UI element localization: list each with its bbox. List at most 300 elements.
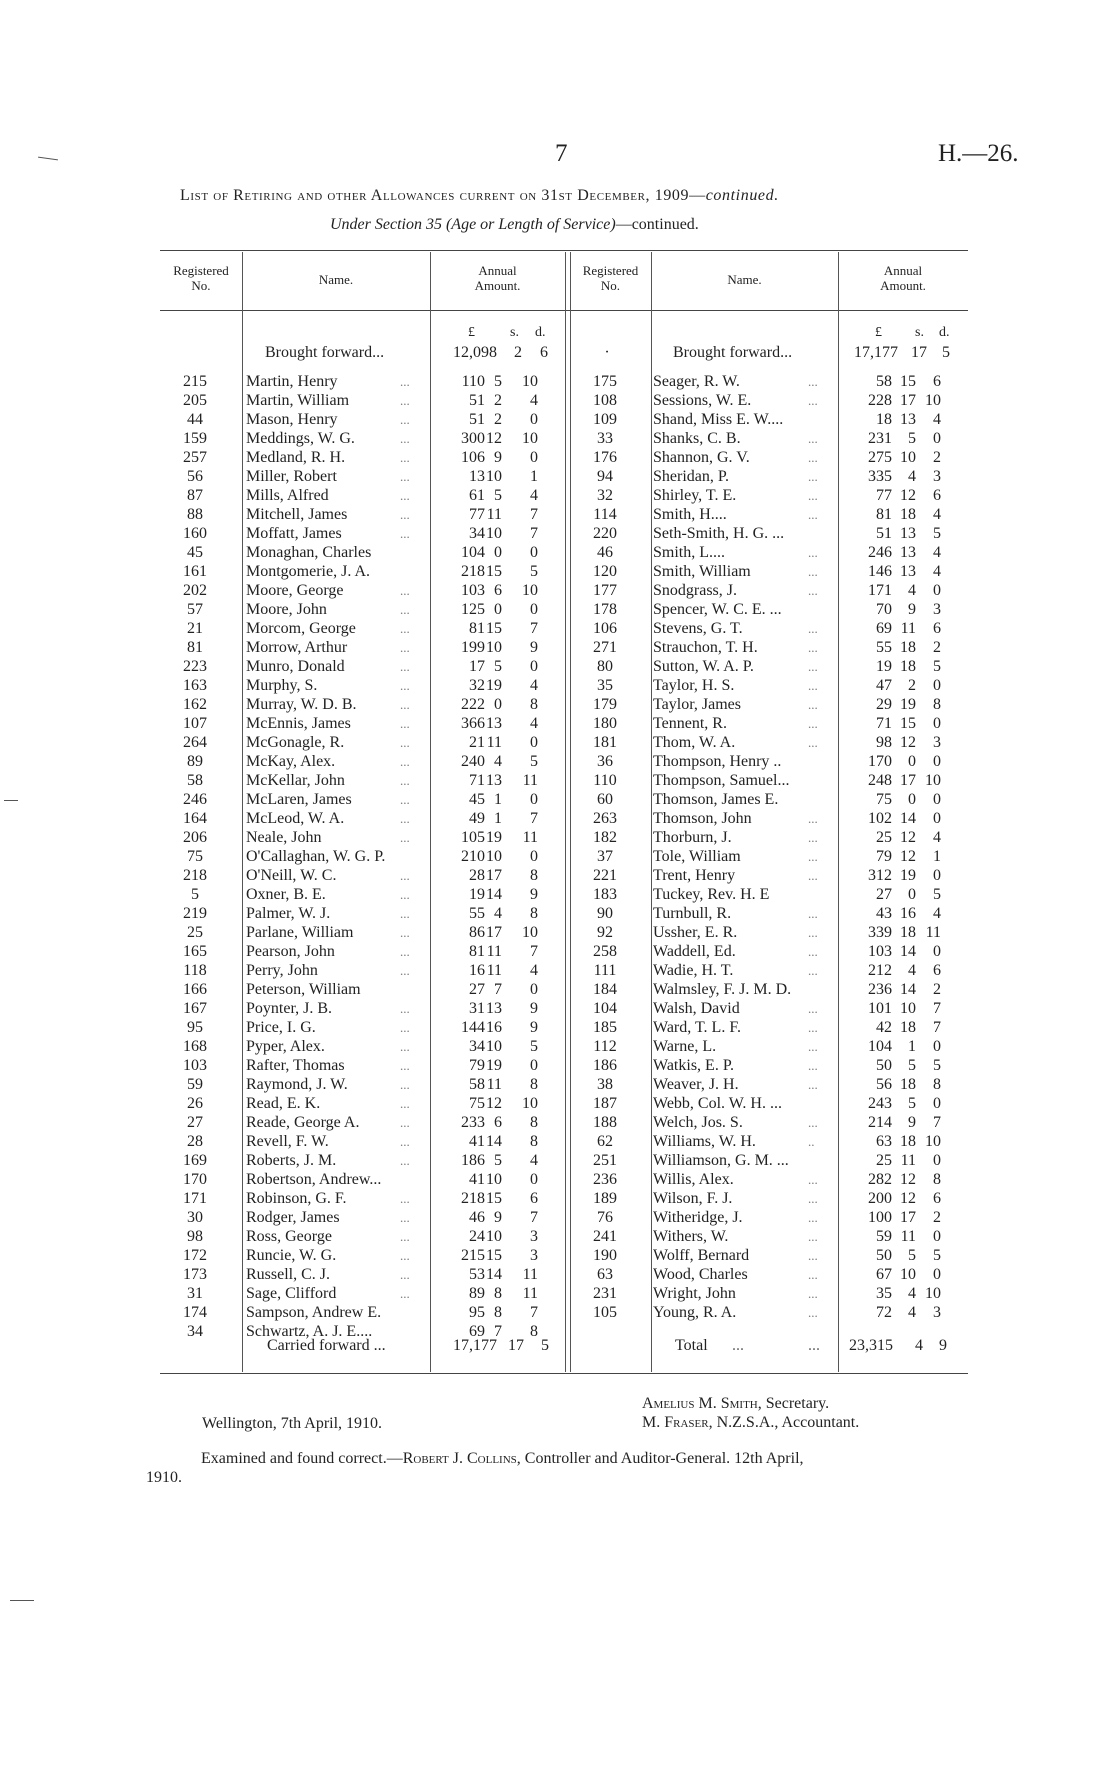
- amount-shillings: 4: [908, 1304, 916, 1321]
- amount-shillings: 4: [908, 582, 916, 599]
- amount-pounds: 77: [469, 506, 485, 523]
- pensioner-name: Neale, John: [246, 829, 322, 846]
- pensioner-name: Mitchell, James: [246, 506, 348, 523]
- amount-pence: 0: [933, 430, 941, 447]
- unit-pounds: £: [875, 325, 882, 340]
- pensioner-name: Moore, John: [246, 601, 327, 618]
- amount-pounds: 12,098: [453, 344, 497, 361]
- pensioner-name: Martin, William: [246, 392, 350, 409]
- pensioner-name: Roberts, J. M.: [246, 1152, 337, 1169]
- leader-dots: ...: [400, 1020, 410, 1035]
- pensioner-name: Poynter, J. B.: [246, 1000, 333, 1017]
- pensioner-name: Willis, Alex.: [653, 1171, 734, 1188]
- pensioner-name: Rafter, Thomas: [246, 1057, 345, 1074]
- amount-shillings: 1: [494, 810, 502, 827]
- amount-pounds: 71: [469, 772, 485, 789]
- leader-dots: ...: [400, 583, 410, 598]
- registered-number: 26: [187, 1095, 203, 1112]
- registered-number: 163: [183, 677, 207, 694]
- brought-forward-label: Brought forward...: [673, 344, 793, 361]
- amount-pence: 7: [530, 620, 538, 637]
- amount-shillings: 13: [900, 563, 916, 580]
- registered-number: 92: [597, 924, 613, 941]
- amount-pounds: 81: [469, 943, 485, 960]
- registered-number: 160: [183, 525, 207, 542]
- amount-shillings: 4: [494, 753, 502, 770]
- registered-number: 170: [183, 1171, 207, 1188]
- amount-shillings: 9: [494, 1209, 502, 1226]
- amount-shillings: 13: [900, 411, 916, 428]
- amount-pounds: 170: [868, 753, 892, 770]
- leader-dots: ...: [400, 393, 410, 408]
- amount-pence: 7: [933, 1000, 941, 1017]
- amount-pence: 11: [522, 829, 538, 846]
- registered-number: 98: [187, 1228, 203, 1245]
- amount-pence: 8: [530, 905, 538, 922]
- registered-number: 189: [593, 1190, 617, 1207]
- table-row: [0, 1208, 1114, 1227]
- leader-dots: ...: [808, 431, 818, 446]
- leader-dots: ...: [400, 811, 410, 826]
- amount-pounds: 103: [461, 582, 485, 599]
- amount-shillings: 17: [508, 1337, 524, 1354]
- amount-pence: 6: [933, 1190, 941, 1207]
- registered-number: 109: [593, 411, 617, 428]
- leader-dots: ...: [808, 735, 818, 750]
- amount-pence: 1: [530, 468, 538, 485]
- amount-shillings: 19: [486, 1057, 502, 1074]
- registered-number: 28: [187, 1133, 203, 1150]
- amount-shillings: 5: [494, 373, 502, 390]
- amount-shillings: 5: [494, 658, 502, 675]
- registered-number: 168: [183, 1038, 207, 1055]
- table-row: [0, 828, 1114, 847]
- amount-pence: 9: [530, 639, 538, 656]
- amount-pence: 0: [530, 981, 538, 998]
- pensioner-name: Smith, William: [653, 563, 751, 580]
- leader-dots: ...: [400, 488, 410, 503]
- amount-shillings: 11: [900, 1152, 916, 1169]
- table-row: [0, 1189, 1114, 1208]
- amount-pence: 6: [933, 620, 941, 637]
- header-text: No.: [600, 278, 621, 293]
- amount-pounds: 102: [868, 810, 892, 827]
- amount-pence: 6: [933, 373, 941, 390]
- pensioner-name: Robertson, Andrew...: [246, 1171, 382, 1188]
- leader-dots: ...: [400, 925, 410, 940]
- leader-dots: ...: [400, 1191, 410, 1206]
- amount-pounds: 58: [469, 1076, 485, 1093]
- leader-dots: ...: [808, 963, 818, 978]
- amount-pounds: 19: [876, 658, 892, 675]
- registered-number: 81: [187, 639, 203, 656]
- amount-pounds: 236: [868, 981, 892, 998]
- leader-dots: ...: [808, 1286, 818, 1301]
- leader-dots: ...: [400, 1286, 410, 1301]
- amount-shillings: 11: [900, 620, 916, 637]
- amount-pence: 0: [933, 1095, 941, 1112]
- amount-pounds: 35: [876, 1285, 892, 1302]
- registered-number: 186: [593, 1057, 617, 1074]
- amount-shillings: 15: [486, 1247, 502, 1264]
- amount-shillings: 11: [900, 1228, 916, 1245]
- registered-number: ·: [604, 344, 610, 361]
- registered-number: 32: [597, 487, 613, 504]
- amount-shillings: 18: [900, 924, 916, 941]
- leader-dots: ...: [400, 469, 410, 484]
- amount-pounds: 86: [469, 924, 485, 941]
- leader-dots: ...: [400, 602, 410, 617]
- pensioner-name: Peterson, William: [246, 981, 361, 998]
- pensioner-name: Murray, W. D. B.: [246, 696, 357, 713]
- registered-number: 173: [183, 1266, 207, 1283]
- amount-pounds: 13: [469, 468, 485, 485]
- amount-shillings: 9: [908, 601, 916, 618]
- amount-pence: 0: [933, 582, 941, 599]
- amount-pounds: 212: [868, 962, 892, 979]
- amount-pounds: 50: [876, 1247, 892, 1264]
- amount-pence: 5: [530, 1038, 538, 1055]
- table-row: [0, 904, 1114, 923]
- amount-pence: 10: [925, 1133, 941, 1150]
- subtitle-plain: —continued.: [615, 216, 699, 233]
- amount-pence: 5: [530, 753, 538, 770]
- amount-pounds: 214: [868, 1114, 892, 1131]
- registered-number: 263: [593, 810, 617, 827]
- amount-pounds: 144: [461, 1019, 485, 1036]
- pensioner-name: Mills, Alfred: [246, 487, 329, 504]
- amount-shillings: 12: [900, 829, 916, 846]
- pensioner-name: Wilson, F. J.: [653, 1190, 733, 1207]
- amount-shillings: 4: [908, 1285, 916, 1302]
- pensioner-name: Sessions, W. E.: [653, 392, 752, 409]
- pensioner-name: Rodger, James: [246, 1209, 340, 1226]
- amount-pounds: 222: [461, 696, 485, 713]
- amount-pence: 4: [933, 544, 941, 561]
- amount-pence: 3: [530, 1247, 538, 1264]
- registered-number: 35: [597, 677, 613, 694]
- pensioner-name: Watkis, E. P.: [653, 1057, 734, 1074]
- amount-pounds: 25: [876, 829, 892, 846]
- table-row: [0, 562, 1114, 581]
- pensioner-name: Stevens, G. T.: [653, 620, 743, 637]
- amount-shillings: 11: [486, 962, 502, 979]
- registered-number: 167: [183, 1000, 207, 1017]
- amount-pence: 8: [530, 1323, 538, 1340]
- amount-pence: 4: [933, 411, 941, 428]
- header-bottom-rule: [160, 310, 968, 311]
- table-row: [0, 429, 1114, 448]
- amount-shillings: 2: [908, 677, 916, 694]
- amount-pounds: 243: [868, 1095, 892, 1112]
- pensioner-name: Schwartz, A. J. E....: [246, 1323, 373, 1340]
- registered-number: 231: [593, 1285, 617, 1302]
- table-row: [0, 847, 1114, 866]
- leader-dots: ...: [400, 1267, 410, 1282]
- pensioner-name: Miller, Robert: [246, 468, 337, 485]
- registered-number: 185: [593, 1019, 617, 1036]
- registered-number: 110: [593, 772, 617, 789]
- signatory-name: Amelius M. Smith,: [642, 1395, 762, 1412]
- pensioner-name: Trent, Henry: [653, 867, 736, 884]
- amount-pence: 4: [933, 905, 941, 922]
- pensioner-name: Price, I. G.: [246, 1019, 316, 1036]
- amount-shillings: 10: [900, 1000, 916, 1017]
- registered-number: 112: [593, 1038, 617, 1055]
- amount-pence: 0: [933, 810, 941, 827]
- table-row: [0, 467, 1114, 486]
- amount-pounds: 110: [461, 373, 485, 390]
- registered-number: 75: [187, 848, 203, 865]
- amount-pence: 5: [933, 886, 941, 903]
- registered-number: 25: [187, 924, 203, 941]
- amount-pounds: 56: [876, 1076, 892, 1093]
- registered-number: 34: [187, 1323, 203, 1340]
- pensioner-name: Turnbull, R.: [653, 905, 732, 922]
- leader-dots: ...: [400, 507, 410, 522]
- registered-number: 30: [187, 1209, 203, 1226]
- amount-pence: 3: [933, 601, 941, 618]
- brought-forward-label: Brought forward...: [265, 344, 385, 361]
- amount-pounds: 69: [469, 1323, 485, 1340]
- pensioner-name: O'Callaghan, W. G. P.: [246, 848, 386, 865]
- pensioner-name: Thomson, John: [653, 810, 752, 827]
- pensioner-name: Webb, Col. W. H. ...: [653, 1095, 782, 1112]
- amount-pounds: 95: [469, 1304, 485, 1321]
- table-row: [0, 1094, 1114, 1113]
- document-title: [180, 187, 779, 205]
- amount-pounds: 104: [868, 1038, 892, 1055]
- amount-pence: 10: [522, 373, 538, 390]
- registered-number: 183: [593, 886, 617, 903]
- amount-pence: 4: [530, 677, 538, 694]
- table-row: [0, 486, 1114, 505]
- leader-dots: ...: [400, 431, 410, 446]
- amount-pounds: 125: [461, 601, 485, 618]
- pensioner-name: Revell, F. W.: [246, 1133, 329, 1150]
- leader-dots: ...: [808, 1172, 818, 1187]
- table-row: [0, 1018, 1114, 1037]
- registered-number: 114: [593, 506, 617, 523]
- amount-shillings: 16: [900, 905, 916, 922]
- amount-pence: 0: [933, 677, 941, 694]
- pensioner-name: Munro, Donald: [246, 658, 345, 675]
- pensioner-name: Witheridge, J.: [653, 1209, 743, 1226]
- document-subtitle: [330, 216, 699, 234]
- registered-number: 45: [187, 544, 203, 561]
- pensioner-name: Thom, W. A.: [653, 734, 736, 751]
- registered-number: 38: [597, 1076, 613, 1093]
- pensioner-name: Waddell, Ed.: [653, 943, 736, 960]
- amount-pounds: 70: [876, 601, 892, 618]
- amount-pence: 0: [933, 943, 941, 960]
- amount-pounds: 106: [461, 449, 485, 466]
- amount-shillings: 5: [908, 1095, 916, 1112]
- amount-shillings: 11: [486, 734, 502, 751]
- leader-dots: ...: [808, 640, 818, 655]
- amount-shillings: 0: [494, 601, 502, 618]
- margin-mark: [10, 1600, 34, 1601]
- amount-shillings: 12: [900, 1190, 916, 1207]
- registered-number: 60: [597, 791, 613, 808]
- amount-pence: 0: [530, 1171, 538, 1188]
- amount-pence: 5: [933, 658, 941, 675]
- amount-pence: 4: [933, 506, 941, 523]
- amount-pounds: 61: [469, 487, 485, 504]
- leader-dots: ...: [400, 1210, 410, 1225]
- amount-pence: 1: [933, 848, 941, 865]
- amount-pence: 8: [530, 1076, 538, 1093]
- leader-dots: ...: [808, 621, 818, 636]
- pensioner-name: Young, R. A.: [653, 1304, 737, 1321]
- unit-shillings: s.: [915, 325, 924, 340]
- amount-shillings: 17: [900, 772, 916, 789]
- amount-shillings: 13: [486, 1000, 502, 1017]
- place-date: Wellington, 7th April, 1910.: [202, 1415, 383, 1432]
- total-dots: ...: [732, 1337, 744, 1354]
- amount-pence: 7: [530, 525, 538, 542]
- amount-pounds: 46: [469, 1209, 485, 1226]
- table-bottom-rule: [160, 1373, 968, 1374]
- amount-pence: 10: [925, 772, 941, 789]
- amount-pounds: 29: [876, 696, 892, 713]
- header-registered-left: [160, 263, 242, 293]
- table-row: [0, 961, 1114, 980]
- amount-pounds: 69: [876, 620, 892, 637]
- amount-shillings: 17: [486, 924, 502, 941]
- unit-pence: d.: [535, 325, 546, 340]
- amount-shillings: 19: [900, 867, 916, 884]
- table-row: [0, 1303, 1114, 1322]
- table-row: [0, 866, 1114, 885]
- pensioner-name: Palmer, W. J.: [246, 905, 331, 922]
- amount-shillings: 19: [486, 829, 502, 846]
- header-text: Annual: [883, 263, 923, 278]
- registered-number: 220: [593, 525, 617, 542]
- registered-number: 111: [593, 962, 617, 979]
- amount-pounds: 16: [469, 962, 485, 979]
- amount-shillings: 12: [900, 1171, 916, 1188]
- registered-number: 159: [183, 430, 207, 447]
- leader-dots: ...: [400, 412, 410, 427]
- amount-pounds: 21: [469, 734, 485, 751]
- amount-pounds: 49: [469, 810, 485, 827]
- amount-pounds: 300: [461, 430, 485, 447]
- pensioner-name: Thorburn, J.: [653, 829, 732, 846]
- table-row: [0, 581, 1114, 600]
- amount-pounds: 100: [868, 1209, 892, 1226]
- amount-pence: 6: [540, 344, 548, 361]
- header-registered-right: [570, 263, 651, 293]
- leader-dots: ...: [808, 944, 818, 959]
- amount-shillings: 0: [908, 791, 916, 808]
- amount-shillings: 15: [486, 620, 502, 637]
- amount-pence: 8: [530, 1133, 538, 1150]
- leader-dots: ...: [808, 469, 818, 484]
- amount-pence: 6: [933, 487, 941, 504]
- amount-shillings: 12: [486, 430, 502, 447]
- amount-pounds: 89: [469, 1285, 485, 1302]
- amount-pence: 5: [942, 344, 950, 361]
- amount-pence: 3: [933, 734, 941, 751]
- amount-shillings: 10: [486, 639, 502, 656]
- leader-dots: ...: [400, 1058, 410, 1073]
- pensioner-name: Smith, L....: [653, 544, 726, 561]
- amount-pounds: 79: [876, 848, 892, 865]
- amount-shillings: 19: [900, 696, 916, 713]
- amount-pounds: 28: [469, 867, 485, 884]
- table-row: [0, 923, 1114, 942]
- amount-pounds: 17,177: [453, 1337, 497, 1354]
- pensioner-name: Thompson, Henry ..: [653, 753, 782, 770]
- amount-pounds: 34: [469, 525, 485, 542]
- registered-number: 257: [183, 449, 207, 466]
- amount-pence: 8: [933, 1076, 941, 1093]
- amount-pounds: 98: [876, 734, 892, 751]
- amount-pence: 9: [530, 1000, 538, 1017]
- pensioner-name: Medland, R. H.: [246, 449, 346, 466]
- amount-pounds: 146: [868, 563, 892, 580]
- amount-pounds: 27: [876, 886, 892, 903]
- amount-pounds: 101: [868, 1000, 892, 1017]
- amount-shillings: 6: [494, 1114, 502, 1131]
- amount-pounds: 210: [461, 848, 485, 865]
- leader-dots: ...: [808, 1115, 818, 1130]
- pensioner-name: Williamson, G. M. ...: [653, 1152, 789, 1169]
- leader-dots: ...: [808, 659, 818, 674]
- amount-shillings: 0: [494, 696, 502, 713]
- registered-number: 44: [187, 411, 203, 428]
- right-total: [0, 1336, 1114, 1355]
- amount-shillings: 4: [915, 1337, 923, 1354]
- registered-number: 33: [597, 430, 613, 447]
- registered-number: 174: [183, 1304, 207, 1321]
- amount-pence: 4: [933, 829, 941, 846]
- amount-shillings: 10: [486, 525, 502, 542]
- amount-shillings: 7: [494, 981, 502, 998]
- amount-shillings: 10: [486, 848, 502, 865]
- signatory-role: N.Z.S.A., Accountant.: [716, 1414, 860, 1431]
- amount-shillings: 10: [486, 1228, 502, 1245]
- title-main: List of Retiring and other Allowances current on 31st December, 1909—: [180, 187, 706, 204]
- leader-dots: ...: [400, 1039, 410, 1054]
- pensioner-name: Shand, Miss E. W....: [653, 411, 784, 428]
- amount-pounds: 81: [876, 506, 892, 523]
- registered-number: 87: [187, 487, 203, 504]
- pensioner-name: Thompson, Samuel...: [653, 772, 790, 789]
- pensioner-name: Williams, W. H.: [653, 1133, 756, 1150]
- amount-pence: 8: [933, 1171, 941, 1188]
- margin-mark: [38, 157, 58, 161]
- table-top-rule: [160, 250, 968, 251]
- amount-pounds: 42: [876, 1019, 892, 1036]
- amount-shillings: 14: [900, 943, 916, 960]
- pensioner-name: Moffatt, James: [246, 525, 342, 542]
- amount-pence: 4: [530, 715, 538, 732]
- leader-dots: ...: [400, 1096, 410, 1111]
- unit-shillings: s.: [510, 325, 519, 340]
- amount-shillings: 18: [900, 1019, 916, 1036]
- pensioner-name: Robinson, G. F.: [246, 1190, 347, 1207]
- table-row: [0, 1075, 1114, 1094]
- amount-pounds: 17,177: [854, 344, 898, 361]
- table-row: [0, 790, 1114, 809]
- amount-pounds: 51: [876, 525, 892, 542]
- amount-pence: 5: [933, 1057, 941, 1074]
- leader-dots: ..: [808, 1134, 815, 1149]
- signature-secretary: [642, 1395, 829, 1413]
- amount-shillings: 9: [908, 1114, 916, 1131]
